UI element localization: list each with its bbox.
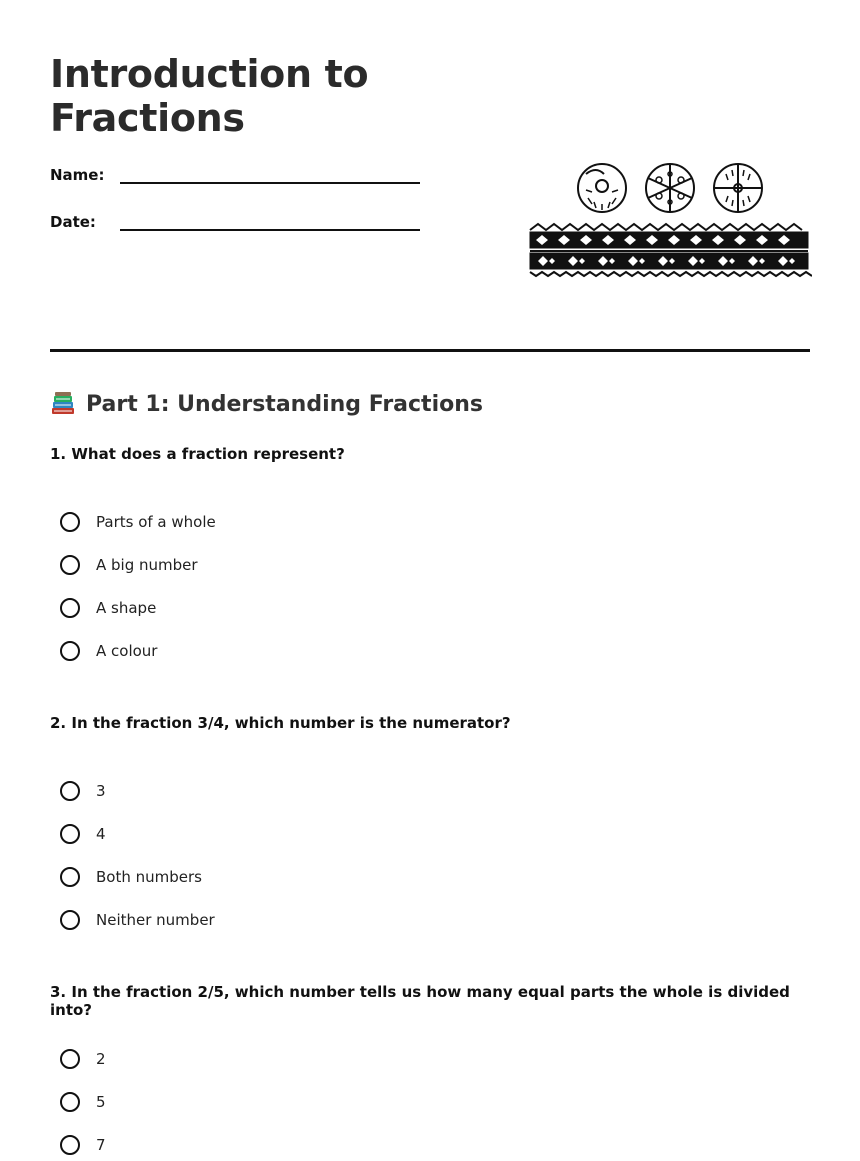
name-label: Name: — [50, 166, 105, 184]
radio-button[interactable] — [60, 1049, 80, 1069]
question-2-text: 2. In the fraction 3/4, which number is the numerator? — [50, 714, 511, 732]
q1-option-4[interactable] — [60, 638, 157, 664]
decorative-border-band — [530, 224, 812, 276]
option-label: Parts of a whole — [96, 513, 216, 531]
question-3-text: 3. In the fraction 2/5, which number tells us how many equal parts the whole is divided into? — [50, 983, 790, 1019]
date-field[interactable] — [50, 213, 430, 237]
section-heading — [50, 388, 483, 420]
q2-option-4[interactable] — [60, 907, 215, 933]
books-icon — [50, 391, 76, 417]
q1-option-3[interactable] — [60, 595, 156, 621]
date-blank-line[interactable] — [120, 229, 420, 231]
option-label: Both numbers — [96, 868, 202, 886]
option-label: Neither number — [96, 911, 215, 929]
option-label: A big number — [96, 556, 198, 574]
question-1-text: 1. What does a fraction represent? — [50, 445, 345, 463]
q2-option-1[interactable] — [60, 778, 106, 804]
decorative-circle-3 — [714, 164, 762, 212]
worksheet-title: Introduction to Fractions — [50, 52, 369, 140]
q3-option-2[interactable] — [60, 1089, 106, 1115]
radio-button[interactable] — [60, 824, 80, 844]
q3-option-1[interactable] — [60, 1046, 106, 1072]
option-label: A colour — [96, 642, 158, 660]
section-divider — [50, 349, 810, 352]
name-blank-line[interactable] — [120, 182, 420, 184]
decorative-pattern-illustration — [528, 160, 812, 282]
date-label: Date: — [50, 213, 96, 231]
option-label: A shape — [96, 599, 157, 617]
name-field[interactable] — [50, 166, 430, 190]
q3-option-3[interactable] — [60, 1132, 106, 1158]
radio-button[interactable] — [60, 867, 80, 887]
radio-button[interactable] — [60, 910, 80, 930]
q1-option-2[interactable] — [60, 552, 198, 578]
option-label: 5 — [96, 1093, 106, 1111]
option-label: 4 — [96, 825, 106, 843]
section-title: Part 1: Understanding Fractions — [86, 391, 483, 417]
q2-option-2[interactable] — [60, 821, 106, 847]
radio-button[interactable] — [60, 598, 80, 618]
radio-button[interactable] — [60, 781, 80, 801]
radio-button[interactable] — [60, 512, 80, 532]
decorative-circle-1 — [578, 164, 626, 212]
option-label: 3 — [96, 782, 106, 800]
radio-button[interactable] — [60, 641, 80, 661]
q2-option-3[interactable] — [60, 864, 202, 890]
decorative-circle-2 — [646, 164, 694, 212]
option-label: 7 — [96, 1136, 106, 1154]
radio-button[interactable] — [60, 555, 80, 575]
option-label: 2 — [96, 1050, 106, 1068]
radio-button[interactable] — [60, 1092, 80, 1112]
radio-button[interactable] — [60, 1135, 80, 1155]
q1-option-1[interactable] — [60, 509, 216, 535]
